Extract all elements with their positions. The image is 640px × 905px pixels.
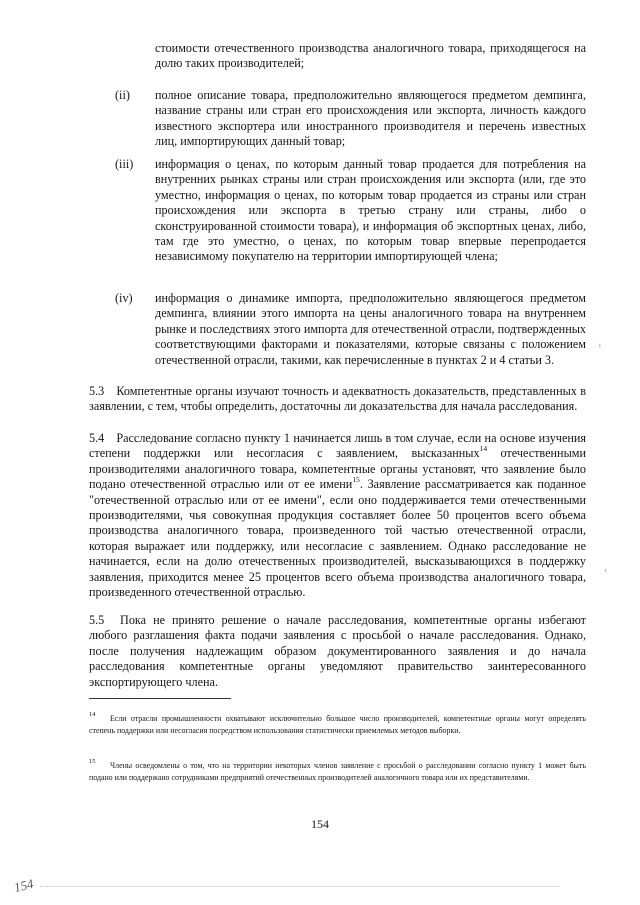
section-number: 5.5 bbox=[89, 613, 105, 627]
page-number: 154 bbox=[311, 817, 329, 831]
section-5-5 bbox=[89, 613, 586, 690]
footnote-14 bbox=[89, 713, 586, 736]
section-5-3 bbox=[89, 384, 586, 415]
section-number: 5.3 bbox=[89, 384, 105, 398]
list-item-text: информация о динамике импорта, предположительно являющегося предметом демпинга, влиянии этого импорта на цены аналогичного товара на внутреннем рынке и последствиях этого импорта для отечественной отрасли, подтвержденных соответствующими факторами и показателями, которые связаны с положением отечественной отрасли, такими, как перечисленные в пунктах 2 и 4 статьи 3. bbox=[155, 291, 586, 367]
list-item-number: (ii) bbox=[115, 88, 130, 102]
list-item-number: (iv) bbox=[115, 291, 133, 305]
margin-speck-icon: ‹ bbox=[604, 565, 608, 576]
footnote-text: Члены осведомлены о том, что на территории некоторых членов заявление с просьбой о расследовании согласно пункту 1 может быть подано или поддержано сотрудниками предприятий отечественных производителей аналогичного товара или их представителями. bbox=[89, 761, 586, 782]
margin-speck-icon: › bbox=[598, 340, 602, 351]
section-text: Расследование согласно пункту 1 начинается лишь в том случае, если на основе изучения степени поддержки или несогласия с заявлением, высказанных bbox=[89, 431, 587, 461]
section-text: Пока не принято решение о начале расследования, компетентные органы избегают любого разглашения факта подачи заявления с просьбой о начале расследования. Однако, после получения надлежащим образом документированного заявления и до начала расследования компетентные органы уведомляют правительство заинтересованного экспортирующего члена. bbox=[89, 613, 586, 689]
list-item-number: (iii) bbox=[115, 157, 134, 171]
handwritten-page-mark: 154 bbox=[12, 875, 35, 896]
footnote-ref-15[interactable]: 15 bbox=[352, 475, 360, 485]
footnote-ref-14[interactable]: 14 bbox=[479, 444, 488, 454]
section-text: . Заявление рассматривается как поданное "отечественной отраслью или от ее имени", если оно поддерживается теми отечественными производителями, чья совокупная продукция составляет более 50 процентов всего объема производства аналогичного товара, произведенного той частью отечественной отрасли, которая выражает или поддержку, или несогласие с заявлением. Однако расследование не начинается, если на долю отечественных производителей, высказывающихся в поддержку заявления, приходится менее 25 процентов всего объема производства аналогичного товара, произведенного отечественной отраслью. bbox=[89, 477, 586, 600]
section-text: Компетентные органы изучают точность и адекватность доказательств, представленных в заявлении, с тем, чтобы определить, достаточны ли доказательства для начала расследования. bbox=[89, 384, 586, 414]
footnote-divider bbox=[89, 698, 231, 699]
section-text: отечественными производителями аналогичного товара, компетентные органы установят, что заявление было подано отечественной отраслью или от ее имени bbox=[89, 446, 586, 492]
list-item-text: полное описание товара, предположительно являющегося предметом демпинга, название страны или стран его происхождения или экспорта, личность каждого известного экспортера или иностранного производителя и перечень известных лиц, импортирующих данный товар; bbox=[155, 88, 586, 149]
footnote-number: 15 bbox=[89, 758, 96, 765]
continuation-paragraph: стоимости отечественного производства аналогичного товара, приходящегося на долю таких производителей; bbox=[155, 41, 586, 71]
footnote-text: Если отрасли промышленности охватывают исключительно большое число производителей, компетентные органы могут определять степень поддержки или несогласия посредством использования статистически приемлемых методов выборки. bbox=[89, 714, 586, 735]
footnote-number: 14 bbox=[89, 711, 96, 718]
section-number: 5.4 bbox=[89, 431, 105, 445]
list-item-text: информация о ценах, по которым данный товар продается для потребления на внутренних рынках страны или стран происхождения или экспорта (или, где это уместно, информация о ценах, по которым товар продается из страны или стран происхождения или экспорта в третью страну или страны, либо о сконструированной стоимости товара), и информация об экспортных ценах, либо, там где это уместно, о ценах, по которым товар впервые перепродается независимому покупателю на территории импортирующей члена; bbox=[155, 157, 586, 264]
section-5-4 bbox=[89, 431, 586, 600]
scan-artifact-line bbox=[40, 886, 560, 887]
footnote-15 bbox=[89, 760, 586, 783]
